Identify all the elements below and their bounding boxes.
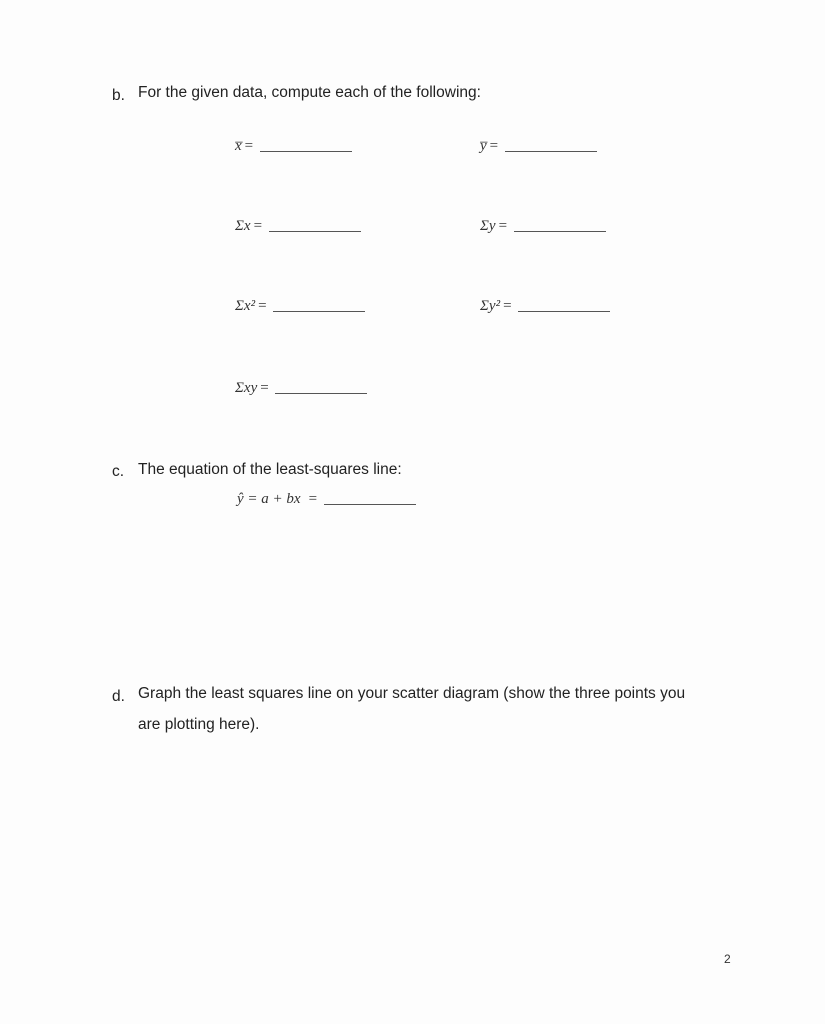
sum-y-label: y — [488, 218, 496, 234]
part-d-marker: d. — [112, 688, 125, 705]
ybar-answer-blank[interactable] — [505, 137, 597, 152]
ybar-label: y̅ — [480, 138, 487, 154]
sum-y-item — [480, 217, 606, 235]
sigma-symbol: Σ — [480, 298, 489, 314]
sum-y-equals: = — [498, 218, 508, 234]
sum-x2-item — [235, 297, 365, 315]
ybar-equals: = — [489, 138, 499, 154]
xbar-label: x̅ — [235, 138, 242, 154]
ybar-item — [480, 137, 597, 155]
sum-y-answer-blank[interactable] — [514, 217, 606, 232]
xbar-item — [235, 137, 352, 155]
page-number: 2 — [724, 952, 731, 966]
sigma-symbol: Σ — [235, 298, 244, 314]
sum-xy-item — [235, 379, 367, 397]
sum-x-item — [235, 217, 361, 235]
part-d-instruction-line-1: Graph the least squares line on your scatter diagram (show the three points you — [138, 685, 686, 702]
sigma-symbol: Σ — [235, 218, 244, 234]
xbar-equals: = — [244, 138, 254, 154]
sum-x2-answer-blank[interactable] — [273, 297, 365, 312]
sum-xy-label: xy — [243, 380, 258, 396]
sigma-symbol: Σ — [235, 380, 244, 396]
sum-xy-answer-blank[interactable] — [275, 379, 367, 394]
equation-equals: = — [308, 491, 318, 507]
part-c-instruction: The equation of the least-squares line: — [138, 461, 402, 478]
part-b-marker: b. — [112, 87, 125, 104]
sum-x-equals: = — [253, 218, 263, 234]
part-b-instruction: For the given data, compute each of the following: — [138, 84, 481, 101]
equation-answer-blank[interactable] — [324, 490, 416, 505]
xbar-answer-blank[interactable] — [260, 137, 352, 152]
least-squares-equation — [237, 490, 416, 508]
sum-y2-label: y² — [488, 298, 501, 314]
part-c-marker: c. — [112, 463, 125, 480]
equation-text: ŷ = a + bx — [237, 491, 301, 507]
sum-y2-equals: = — [503, 298, 512, 314]
part-d-instruction-line-2: are plotting here). — [138, 716, 260, 733]
sum-x2-equals: = — [258, 298, 267, 314]
sigma-symbol: Σ — [480, 218, 489, 234]
sum-xy-equals: = — [260, 380, 269, 396]
sum-x-label: x — [243, 218, 251, 234]
sum-x-answer-blank[interactable] — [269, 217, 361, 232]
sum-y2-answer-blank[interactable] — [518, 297, 610, 312]
sum-x2-label: x² — [243, 298, 256, 314]
sum-y2-item — [480, 297, 610, 315]
